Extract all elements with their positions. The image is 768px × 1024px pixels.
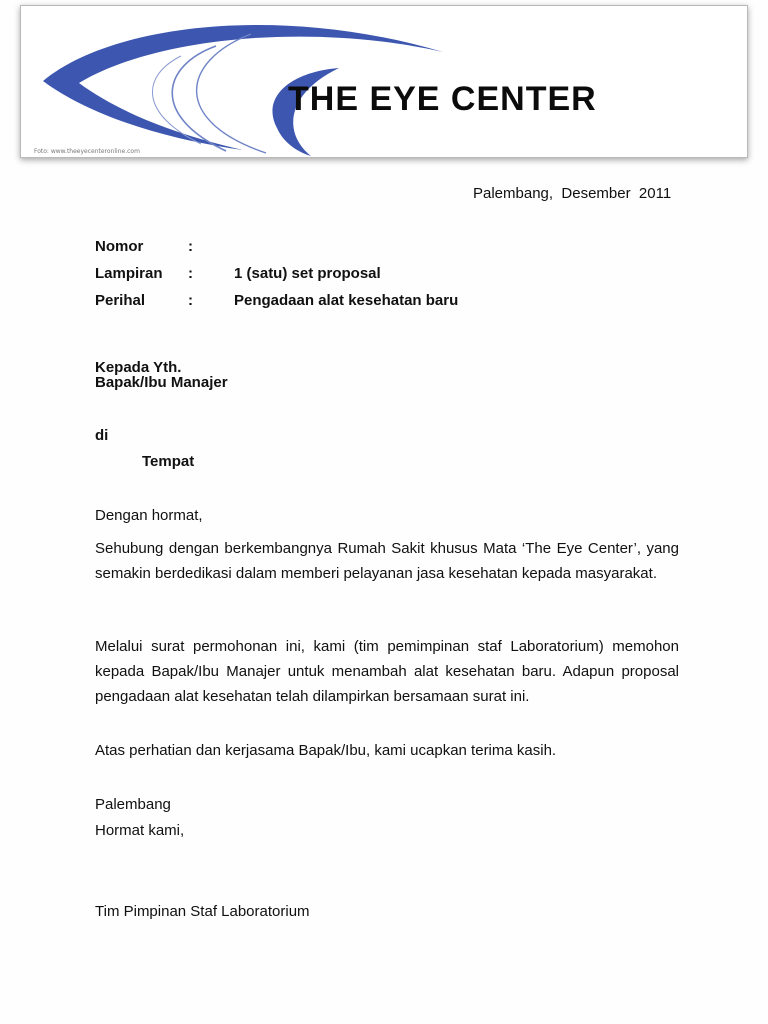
meta-label-nomor: Nomor [95,238,144,255]
letterhead-banner [20,5,748,158]
body-paragraph-1: Sehubung dengan berkembangnya Rumah Sakit khusus Mata ‘The Eye Center’, yang semakin berdedikasi dalam memberi pelayanan jasa kesehatan kepada masyarakat. [95,540,679,582]
photo-credit: Foto: www.theeyecenteronline.com [34,148,140,155]
body-paragraph-2: Melalui surat permohonan ini, kami (tim pemimpinan staf Laboratorium) memohon kepada Bapak/Ibu Manajer untuk menambah alat kesehatan baru. Adapun proposal pengadaan alat kesehatan telah dilampirkan bersamaan surat ini. [95,638,679,705]
recipient-line-1: Kepada Yth. [95,359,182,376]
body-paragraph-3: Atas perhatian dan kerjasama Bapak/Ibu, kami ucapkan terima kasih. [95,742,557,759]
place-date: Palembang, Desember 2011 [473,185,672,202]
meta-colon: : [188,292,193,309]
meta-label-lampiran: Lampiran [95,265,163,282]
signatory: Tim Pimpinan Staf Laboratorium [95,903,310,920]
meta-colon: : [188,238,193,255]
meta-colon: : [188,265,193,282]
recipient-line-2: Bapak/Ibu Manajer [95,374,228,391]
brand-name: THE EYE CENTER [288,80,597,118]
meta-label-perihal: Perihal [95,292,146,309]
meta-value-lampiran: 1 (satu) set proposal [234,265,381,282]
closing-place: Palembang [95,796,171,813]
salutation: Dengan hormat, [95,507,203,524]
meta-value-perihal: Pengadaan alat kesehatan baru [234,292,459,309]
recipient-tempat: Tempat [142,453,195,470]
recipient-di: di [95,427,109,444]
closing-greeting: Hormat kami, [95,822,185,839]
